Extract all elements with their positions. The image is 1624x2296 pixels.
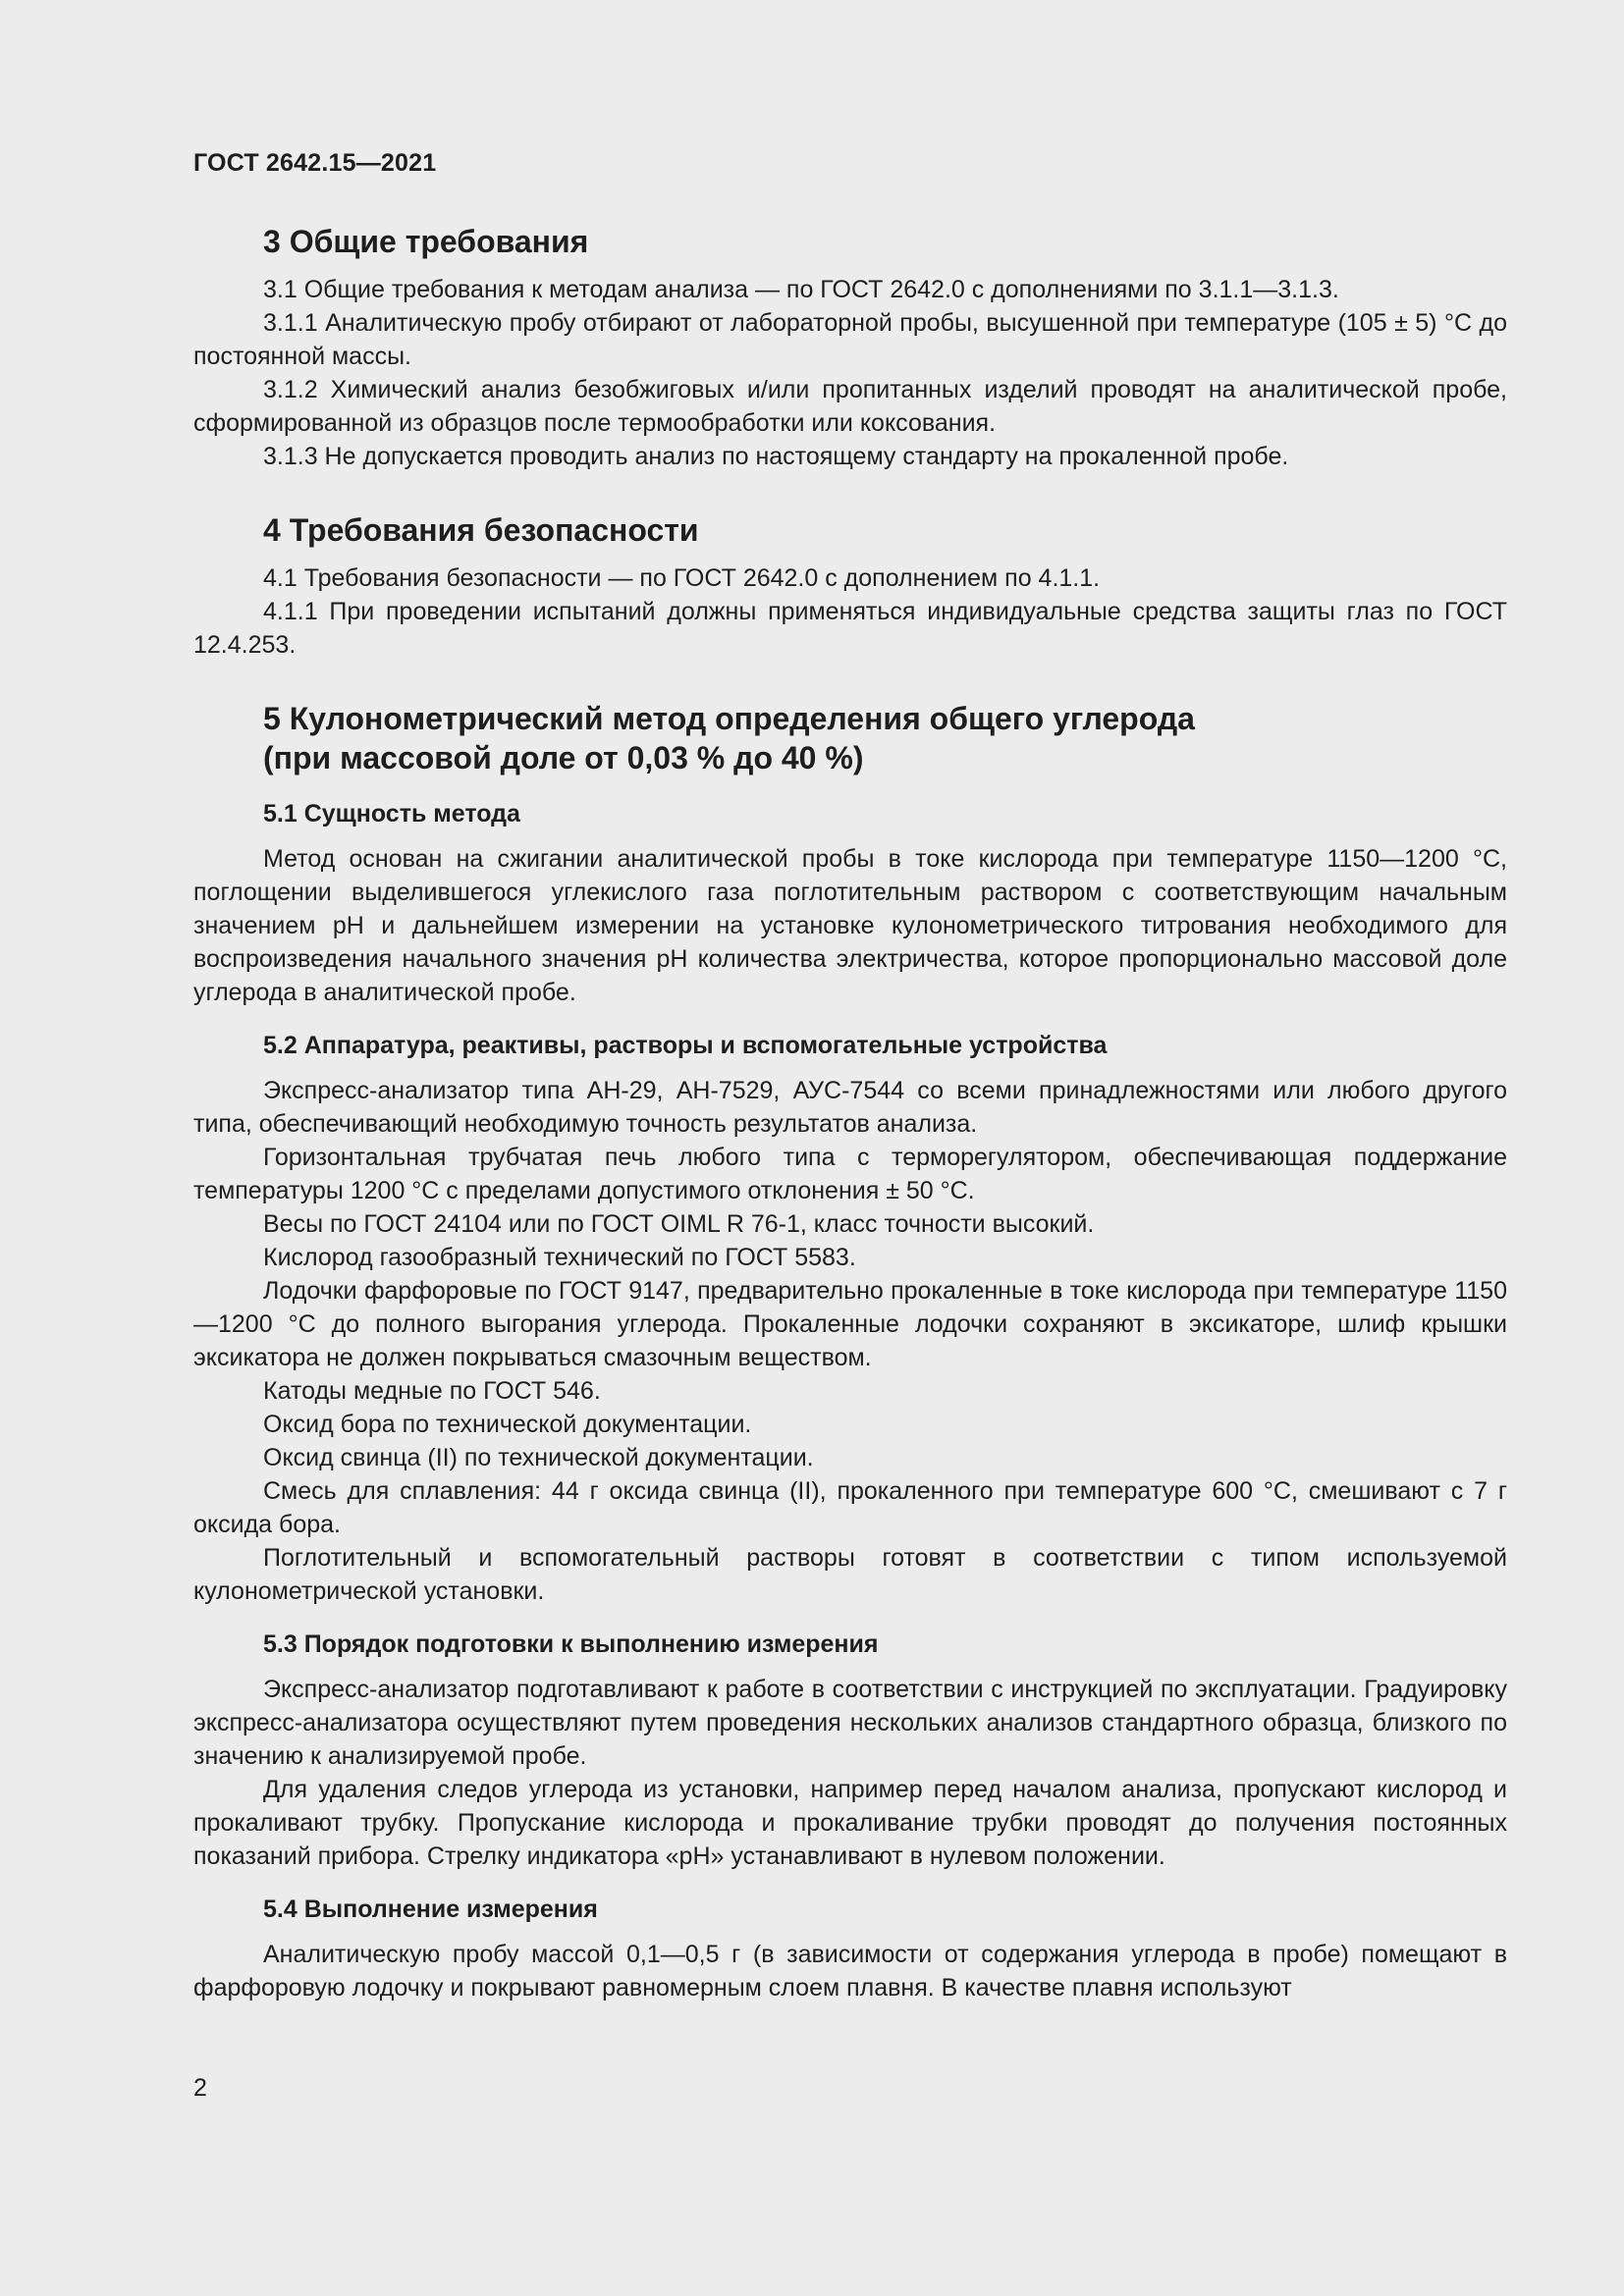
paragraph: Оксид свинца (II) по технической документации.	[263, 1444, 814, 1471]
subsection-5-1-title: 5.1 Сущность метода	[263, 800, 520, 828]
section-4-title: 4 Требования безопасности	[263, 512, 699, 548]
paragraph: Оксид бора по технической документации.	[263, 1411, 752, 1438]
section-5-title-line2: (при массовой доле от 0,03 % до 40 %)	[263, 740, 864, 775]
paragraph: Поглотительный и вспомогательный растворы готовят в соответствии с типом используемой кулонометрической установки.	[193, 1544, 1507, 1605]
paragraph: Кислород газообразный технический по ГОСТ 5583.	[263, 1244, 856, 1271]
subsection-5-3-title: 5.3 Порядок подготовки к выполнению измерения	[263, 1630, 879, 1658]
section-5-title-line1: 5 Кулонометрический метод определения общего углерода	[263, 701, 1195, 736]
running-header: ГОСТ 2642.15—2021	[193, 149, 437, 177]
section-3-title: 3 Общие требования	[263, 224, 589, 259]
paragraph: Метод основан на сжигании аналитической пробы в токе кислорода при температуре 1150—1200 °С, поглощении выделившегося углекислого газа поглотительным раствором с соответствующим начальным значением рН и дальнейшем измерении на установке кулонометрического титрования необходимого для воспроизведения начального значения рН количества электричества, которое пропорционально массовой доле углерода в аналитической пробе.	[193, 845, 1507, 1006]
paragraph: Весы по ГОСТ 24104 или по ГОСТ OIML R 76-1, класс точности высокий.	[263, 1210, 1095, 1238]
paragraph: Лодочки фарфоровые по ГОСТ 9147, предварительно прокаленные в токе кислорода при температуре 1150—1200 °С до полного выгорания углерода. Прокаленные лодочки сохраняют в эксикаторе, шлиф крышки эксикатора не должен покрываться смазочным веществом.	[193, 1277, 1507, 1371]
paragraph: Экспресс-анализатор подготавливают к работе в соответствии с инструкцией по эксплуатации. Градуировку экспресс-анализатора осуществляют путем проведения нескольких анализов стандартного образца, близкого по значению к анализируемой пробе.	[193, 1676, 1507, 1770]
subsection-5-4-title: 5.4 Выполнение измерения	[263, 1896, 598, 1923]
paragraph: 4.1.1 При проведении испытаний должны применяться индивидуальные средства защиты глаз по ГОСТ 12.4.253.	[193, 598, 1507, 659]
paragraph: 3.1.3 Не допускается проводить анализ по настоящему стандарту на прокаленной пробе.	[263, 443, 1289, 470]
section-5-title	[263, 699, 1507, 777]
page-number: 2	[193, 2074, 207, 2102]
paragraph: Для удаления следов углерода из установки, например перед началом анализа, пропускают кислород и прокаливают трубку. Пропускание кислорода и прокаливание трубки проводят до получения постоянных показаний прибора. Стрелку индикатора «рН» устанавливают в нулевом положении.	[193, 1776, 1507, 1870]
document-body	[193, 222, 1507, 2004]
paragraph: 4.1 Требования безопасности — по ГОСТ 2642.0 с дополнением по 4.1.1.	[263, 564, 1101, 592]
paragraph: 3.1.1 Аналитическую пробу отбирают от лабораторной пробы, высушенной при температуре (105 ± 5) °С до постоянной массы.	[193, 309, 1507, 370]
paragraph: Экспресс-анализатор типа АН-29, АН-7529, АУС-7544 со всеми принадлежностями или любого другого типа, обеспечивающий необходимую точность результатов анализа.	[193, 1077, 1507, 1138]
paragraph: Смесь для сплавления: 44 г оксида свинца (II), прокаленного при температуре 600 °С, смешивают с 7 г оксида бора.	[193, 1477, 1507, 1538]
paragraph: Горизонтальная трубчатая печь любого типа с терморегулятором, обеспечивающая поддержание температуры 1200 °С с пределами допустимого отклонения ± 50 °С.	[193, 1144, 1507, 1204]
paragraph: Аналитическую пробу массой 0,1—0,5 г (в зависимости от содержания углерода в пробе) помещают в фарфоровую лодочку и покрывают равномерным слоем плавня. В качестве плавня используют	[193, 1941, 1507, 2002]
paragraph: 3.1.2 Химический анализ безобжиговых и/или пропитанных изделий проводят на аналитической пробе, сформированной из образцов после термообработки или коксования.	[193, 376, 1507, 437]
paragraph: 3.1 Общие требования к методам анализа — по ГОСТ 2642.0 с дополнениями по 3.1.1—3.1.3.	[263, 276, 1339, 303]
paragraph: Катоды медные по ГОСТ 546.	[263, 1377, 601, 1405]
subsection-5-2-title: 5.2 Аппаратура, реактивы, растворы и вспомогательные устройства	[263, 1032, 1108, 1059]
